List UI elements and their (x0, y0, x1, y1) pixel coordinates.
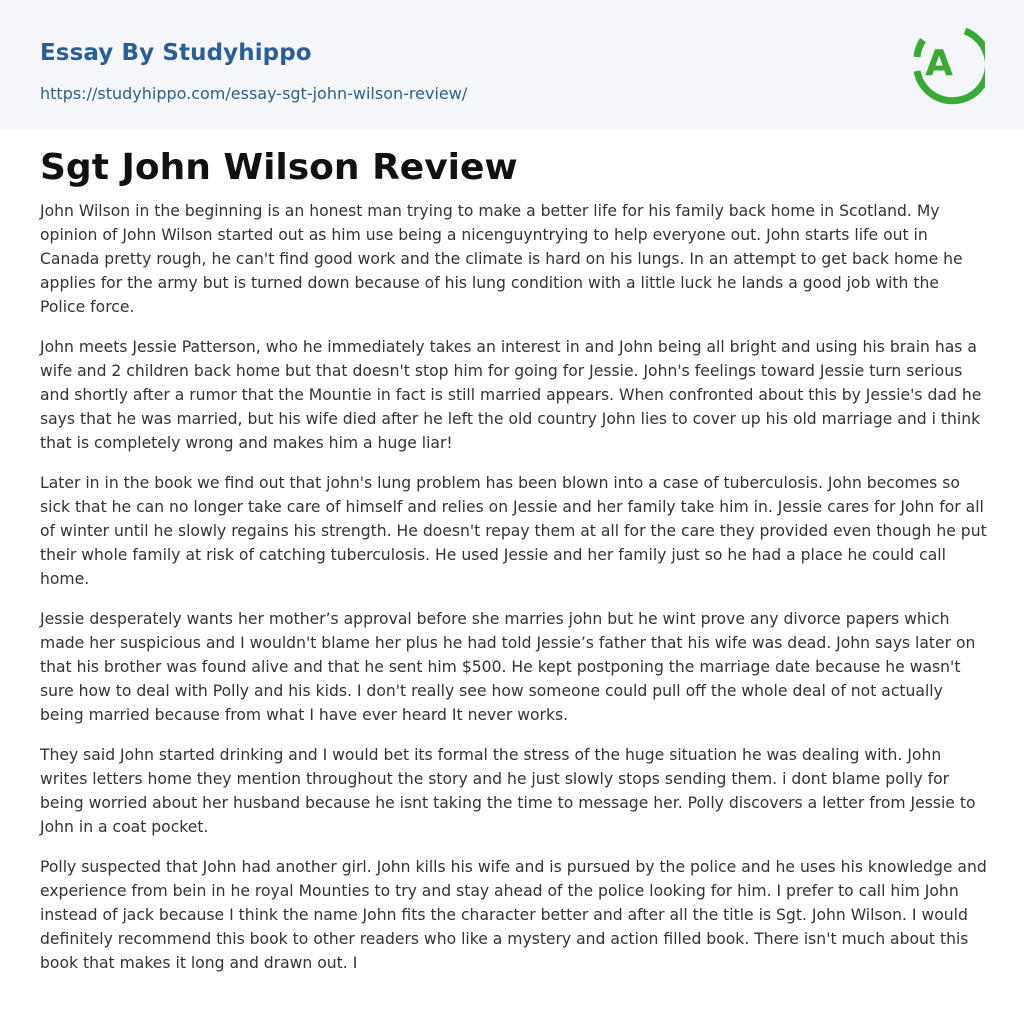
article-paragraph: Later in in the book we find out that john's lung problem has been blown into a case of tuberculosis. John becomes so sick that he can no longer take care of himself and relies on Jessie and her family take him in. Jessie cares for John for all of winter until he slowly regains his strength. He doesn't repay them at all for the care they provided even though he put their whole family at risk of catching tuberculosis. He used Jessie and her family just so he had a place he could call home. (40, 474, 987, 588)
article-title: Sgt John Wilson Review (40, 147, 518, 188)
article-paragraph: They said John started drinking and I would bet its formal the stress of the huge situation he was dealing with. John writes letters home they mention throughout the story and he just slowly stops sending them. i dont blame polly for being worried about her husband because he isnt taking the time to message her. Polly discovers a letter from Jessie to John in a coat pocket. (40, 746, 976, 836)
essay-url-link[interactable]: https://studyhippo.com/essay-sgt-john-wilson-review/ (40, 84, 468, 103)
site-title[interactable]: Essay By Studyhippo (40, 40, 312, 66)
article-paragraph: John meets Jessie Patterson, who he immediately takes an interest in and John being all bright and using his brain has a wife and 2 children back home but that doesn't stop him for going for Jessie. John's feelings toward Jessie turn serious and shortly after a rumor that the Mountie in fact is still married appears. When confronted about this by Jessie's dad he says that he was married, but his wife died after he left the old country John lies to cover up his old marriage and i think that is completely wrong and makes him a huge liar! (40, 338, 982, 452)
article-paragraph: John Wilson in the beginning is an honest man trying to make a better life for his family back home in Scotland. My opinion of John Wilson started out as him use being a nicenguyntrying to help everyone out. John starts life out in Canada pretty rough, he can't find good work and the climate is hard on his lungs. In an attempt to get back home he applies for the army but is turned down because of his lung condition with a little luck he lands a good job with the Police force. (40, 202, 963, 316)
studyhippo-logo-icon[interactable] (913, 19, 985, 105)
article-paragraph: Jessie desperately wants her mother’s approval before she marries john but he wint prove any divorce papers which made her suspicious and I wouldn't blame her plus he had told Jessie’s father that his wife was dead. John says later on that his brother was found alive and that he sent him $500. He kept postponing the marriage date because he wasn't sure how to deal with Polly and his kids. I don't really see how someone could pull off the whole deal of not actually being married because from what I have ever heard It never works. (40, 610, 976, 724)
site-header (0, 0, 1024, 129)
article (40, 143, 988, 991)
article-paragraph: Polly suspected that John had another girl. John kills his wife and is pursued by the police and he uses his knowledge and experience from bein in he royal Mounties to try and stay ahead of the police looking for him. I prefer to call him John instead of jack because I think the name John fits the character better and after all the title is Sgt. John Wilson. I would definitely recommend this book to other readers who like a mystery and action filled book. There isn't much about this book that makes it long and drawn out. I (40, 858, 987, 972)
logo-letter: A (925, 43, 953, 84)
